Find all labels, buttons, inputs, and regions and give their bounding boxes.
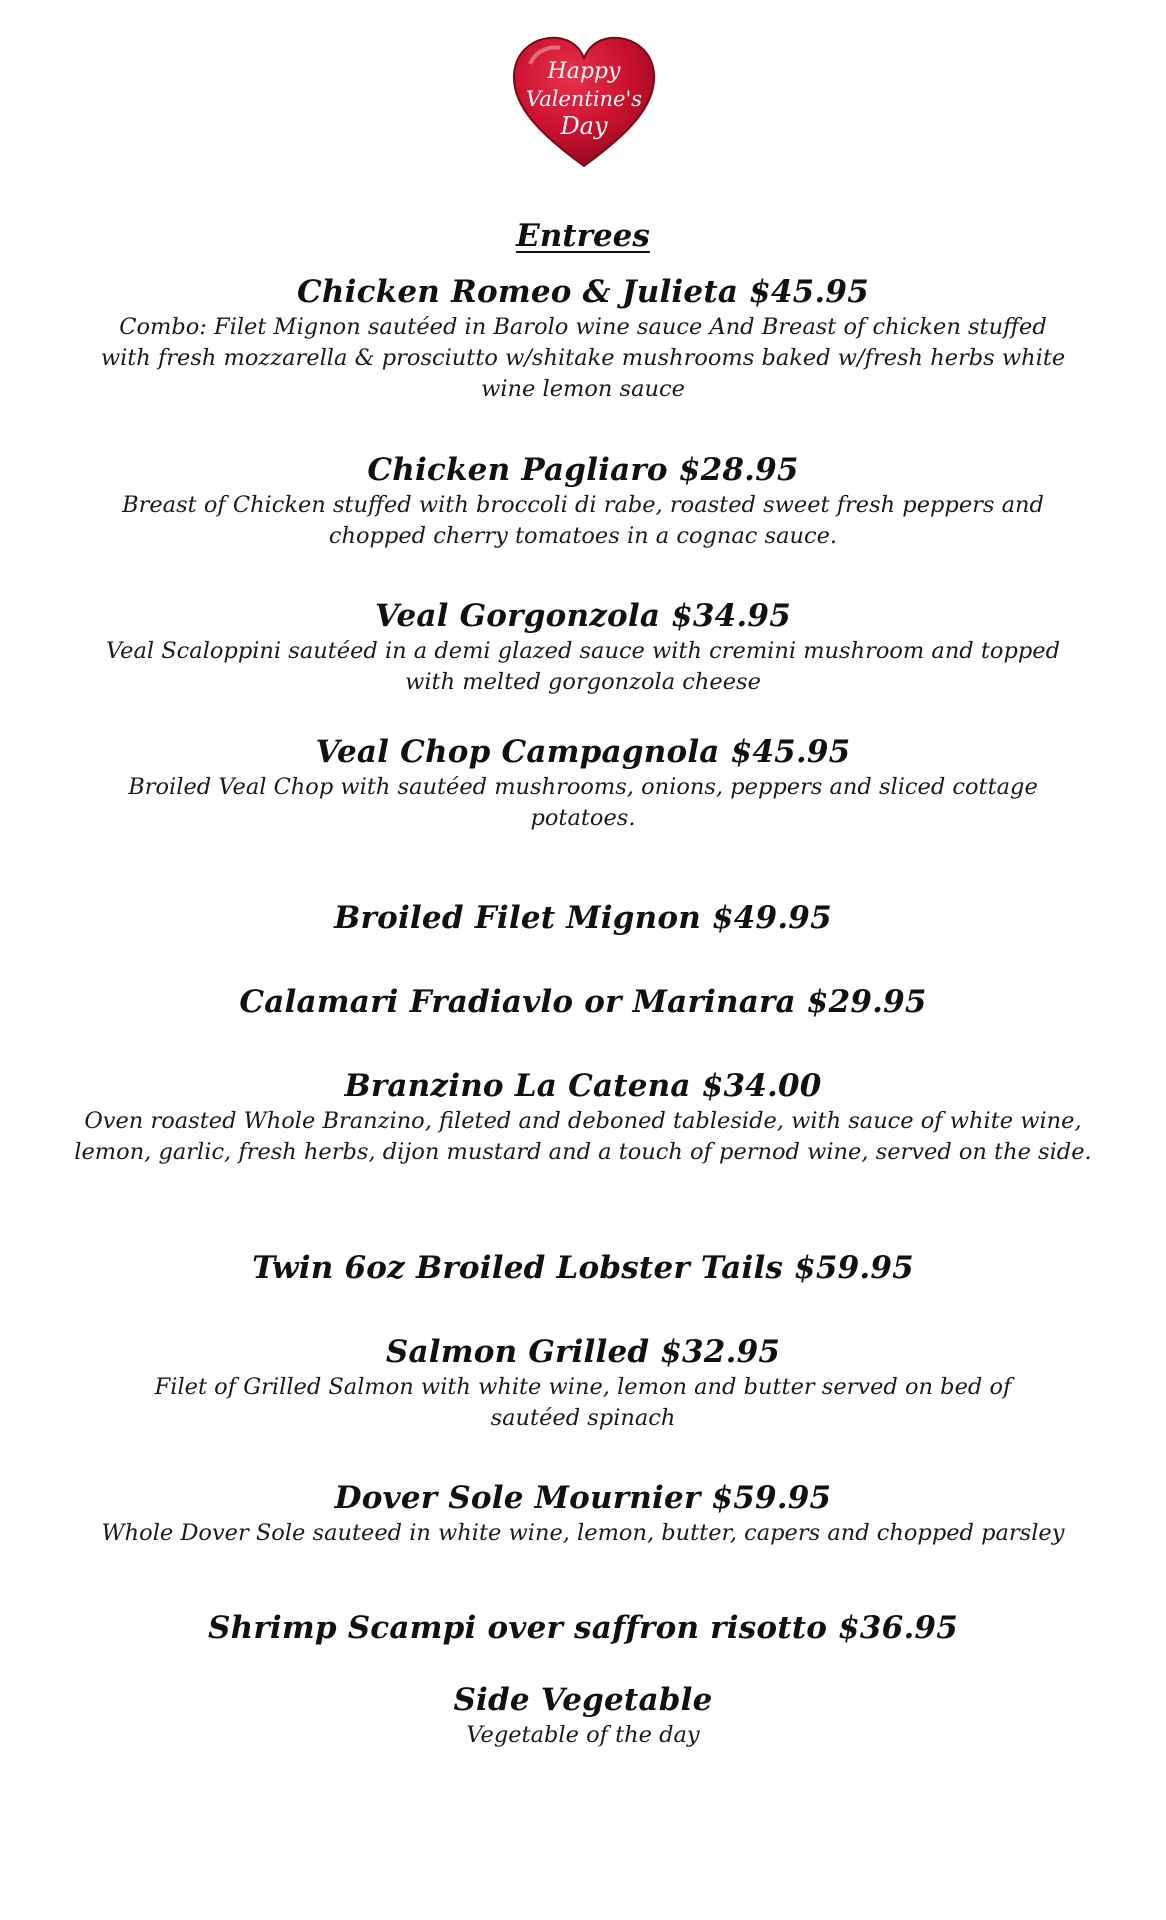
item-name: Dover Sole Mournier $59.95 — [334, 1480, 832, 1516]
item-desc-line: sautéed spinach — [490, 1405, 676, 1431]
logo-line-2: Valentine's — [525, 87, 643, 111]
item-desc-line: Vegetable of the day — [466, 1722, 700, 1748]
valentines-heart-logo — [510, 34, 658, 170]
menu-item — [60, 450, 1106, 552]
item-name: Shrimp Scampi over saffron risotto $36.95 — [208, 1610, 958, 1646]
item-desc-line: Combo: Filet Mignon sautéed in Barolo wine sauce And Breast of chicken stuffed — [119, 314, 1047, 340]
item-desc-line: wine lemon sauce — [481, 376, 685, 402]
item-desc-line: lemon, garlic, fresh herbs, dijon mustard and a touch of pernod wine, served on the side. — [74, 1139, 1092, 1165]
menu-item — [60, 1478, 1106, 1549]
menu-item — [60, 982, 1106, 1022]
item-desc-line: chopped cherry tomatoes in a cognac sauce. — [328, 523, 838, 549]
item-name: Veal Gorgonzola $34.95 — [375, 598, 791, 634]
item-name: Broiled Filet Mignon $49.95 — [334, 900, 832, 936]
item-name: Branzino La Catena $34.00 — [344, 1068, 822, 1104]
item-desc-line: with melted gorgonzola cheese — [405, 669, 761, 695]
menu-item — [60, 596, 1106, 698]
menu-item — [60, 1680, 1106, 1751]
logo-line-1: Happy — [547, 59, 621, 84]
menu-item — [60, 1066, 1106, 1168]
menu-item — [60, 1332, 1106, 1434]
logo-line-3: Day — [560, 112, 608, 140]
item-desc-line: Veal Scaloppini sautéed in a demi glazed sauce with cremini mushroom and topped — [106, 638, 1060, 664]
item-name: Twin 6oz Broiled Lobster Tails $59.95 — [252, 1250, 914, 1286]
item-name: Calamari Fradiavlo or Marinara $29.95 — [239, 984, 927, 1020]
menu-item — [60, 1608, 1106, 1648]
menu-item — [60, 1248, 1106, 1288]
item-name: Veal Chop Campagnola $45.95 — [315, 734, 851, 770]
item-name: Side Vegetable — [453, 1682, 713, 1718]
menu-item — [60, 732, 1106, 834]
item-name: Salmon Grilled $32.95 — [385, 1334, 781, 1370]
item-desc-line: potatoes. — [530, 805, 636, 831]
menu-item — [60, 898, 1106, 938]
item-desc-line: Broiled Veal Chop with sautéed mushrooms, onions, peppers and sliced cottage — [128, 774, 1038, 800]
item-desc-line: with fresh mozzarella & prosciutto w/shitake mushrooms baked w/fresh herbs white — [100, 345, 1066, 371]
item-name: Chicken Pagliaro $28.95 — [367, 452, 799, 488]
item-desc-line: Whole Dover Sole sauteed in white wine, lemon, butter, capers and chopped parsley — [101, 1520, 1065, 1546]
item-desc-line: Breast of Chicken stuffed with broccoli di rabe, roasted sweet fresh peppers and — [122, 492, 1044, 518]
item-desc-line: Filet of Grilled Salmon with white wine, lemon and butter served on bed of — [154, 1374, 1012, 1400]
item-name: Chicken Romeo & Julieta $45.95 — [297, 274, 869, 310]
menu-item — [60, 272, 1106, 405]
item-desc-line: Oven roasted Whole Branzino, fileted and deboned tableside, with sauce of white wine, — [84, 1108, 1082, 1134]
section-title-entrees: Entrees — [516, 218, 650, 254]
